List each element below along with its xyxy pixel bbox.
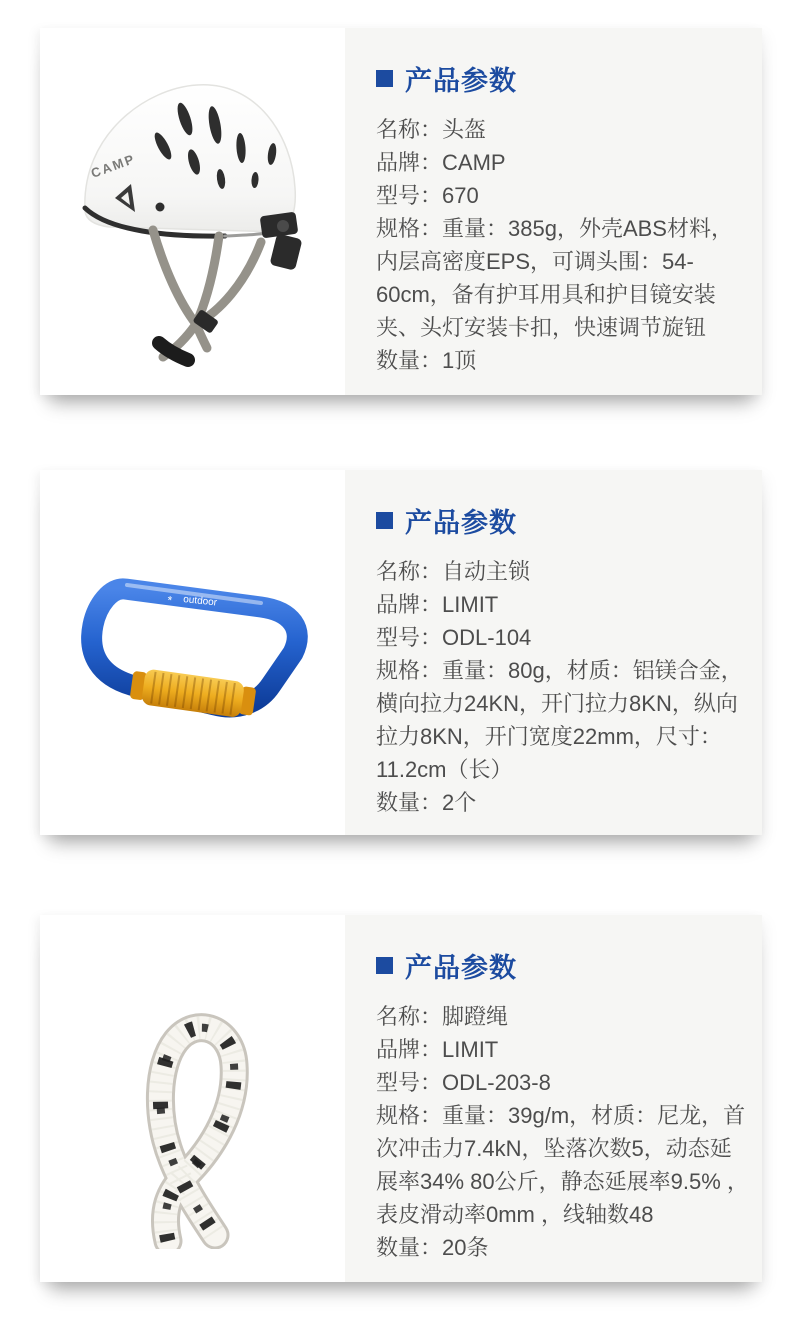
field-label: 规格：	[376, 1103, 443, 1128]
carabiner-image	[65, 563, 321, 743]
carabiner-logo-star: *	[166, 592, 173, 607]
row-brand	[376, 146, 750, 179]
section-title: 产品参数	[405, 66, 517, 96]
field-value: 头盔	[442, 117, 487, 142]
row-model	[376, 179, 750, 212]
row-name	[376, 113, 750, 146]
helmet-logo-text: CAMP	[88, 150, 138, 181]
product-card-carabiner	[40, 470, 762, 835]
field-value: 重量：385g，外壳ABS材料，内层高密度EPS，可调头围：54-60cm，备有护耳用具和护目镜安装夹、头灯安装卡扣，快速调节旋钮	[376, 216, 733, 340]
field-value: 2个	[442, 790, 477, 815]
carabiner-photo-pane	[40, 470, 345, 835]
blue-square-icon	[376, 512, 393, 529]
helmet-photo-pane	[40, 28, 345, 395]
field-value: 670	[442, 183, 479, 208]
field-label: 名称：	[376, 117, 443, 142]
field-value: LIMIT	[442, 592, 499, 617]
field-value: CAMP	[442, 150, 506, 175]
row-model	[376, 1066, 750, 1099]
carabiner-logo-text: outdoor	[182, 593, 218, 609]
section-title: 产品参数	[405, 953, 517, 983]
field-label: 型号：	[376, 1070, 443, 1095]
field-label: 品牌：	[376, 592, 443, 617]
helmet-specs-panel	[345, 28, 762, 395]
row-brand	[376, 1033, 750, 1066]
helmet-image	[67, 56, 319, 368]
field-label: 数量：	[376, 348, 443, 373]
field-value: 20条	[442, 1235, 489, 1260]
field-label: 名称：	[376, 1004, 443, 1029]
field-value: ODL-203-8	[442, 1070, 551, 1095]
row-spec	[376, 1099, 750, 1231]
field-label: 数量：	[376, 1235, 443, 1260]
row-quantity	[376, 1231, 750, 1264]
section-header	[376, 946, 750, 985]
field-label: 型号：	[376, 183, 443, 208]
row-name	[376, 555, 750, 588]
field-value: 重量：80g，材质：铝镁合金，横向拉力24KN，开门拉力8KN，纵向拉力8KN，开门宽度22mm，尺寸：11.2cm（长）	[376, 658, 743, 782]
row-spec	[376, 212, 750, 344]
product-card-helmet	[40, 28, 762, 395]
field-label: 品牌：	[376, 150, 443, 175]
row-quantity	[376, 344, 750, 377]
field-label: 品牌：	[376, 1037, 443, 1062]
row-brand	[376, 588, 750, 621]
field-value: 自动主锁	[442, 559, 531, 584]
field-value: 1顶	[442, 348, 477, 373]
row-name	[376, 1000, 750, 1033]
rope-photo-pane	[40, 915, 345, 1282]
field-label: 型号：	[376, 625, 443, 650]
row-quantity	[376, 786, 750, 819]
rope-specs-panel	[345, 915, 762, 1282]
section-header	[376, 59, 750, 98]
field-label: 规格：	[376, 216, 443, 241]
row-model	[376, 621, 750, 654]
field-value: ODL-104	[442, 625, 532, 650]
blue-square-icon	[376, 957, 393, 974]
row-spec	[376, 654, 750, 786]
field-value: 重量：39g/m，材质：尼龙，首次冲击力7.4kN，坠落次数5，动态延展率34% 80公斤，静态延展率9.5% ，表皮滑动率0mm ，线轴数48	[376, 1103, 749, 1227]
field-label: 规格：	[376, 658, 443, 683]
rope-image	[73, 949, 313, 1249]
section-title: 产品参数	[405, 508, 517, 538]
field-label: 名称：	[376, 559, 443, 584]
product-card-rope	[40, 915, 762, 1282]
blue-square-icon	[376, 70, 393, 87]
field-label: 数量：	[376, 790, 443, 815]
field-value: 脚蹬绳	[442, 1004, 509, 1029]
carabiner-specs-panel	[345, 470, 762, 835]
section-header	[376, 501, 750, 540]
field-value: LIMIT	[442, 1037, 499, 1062]
